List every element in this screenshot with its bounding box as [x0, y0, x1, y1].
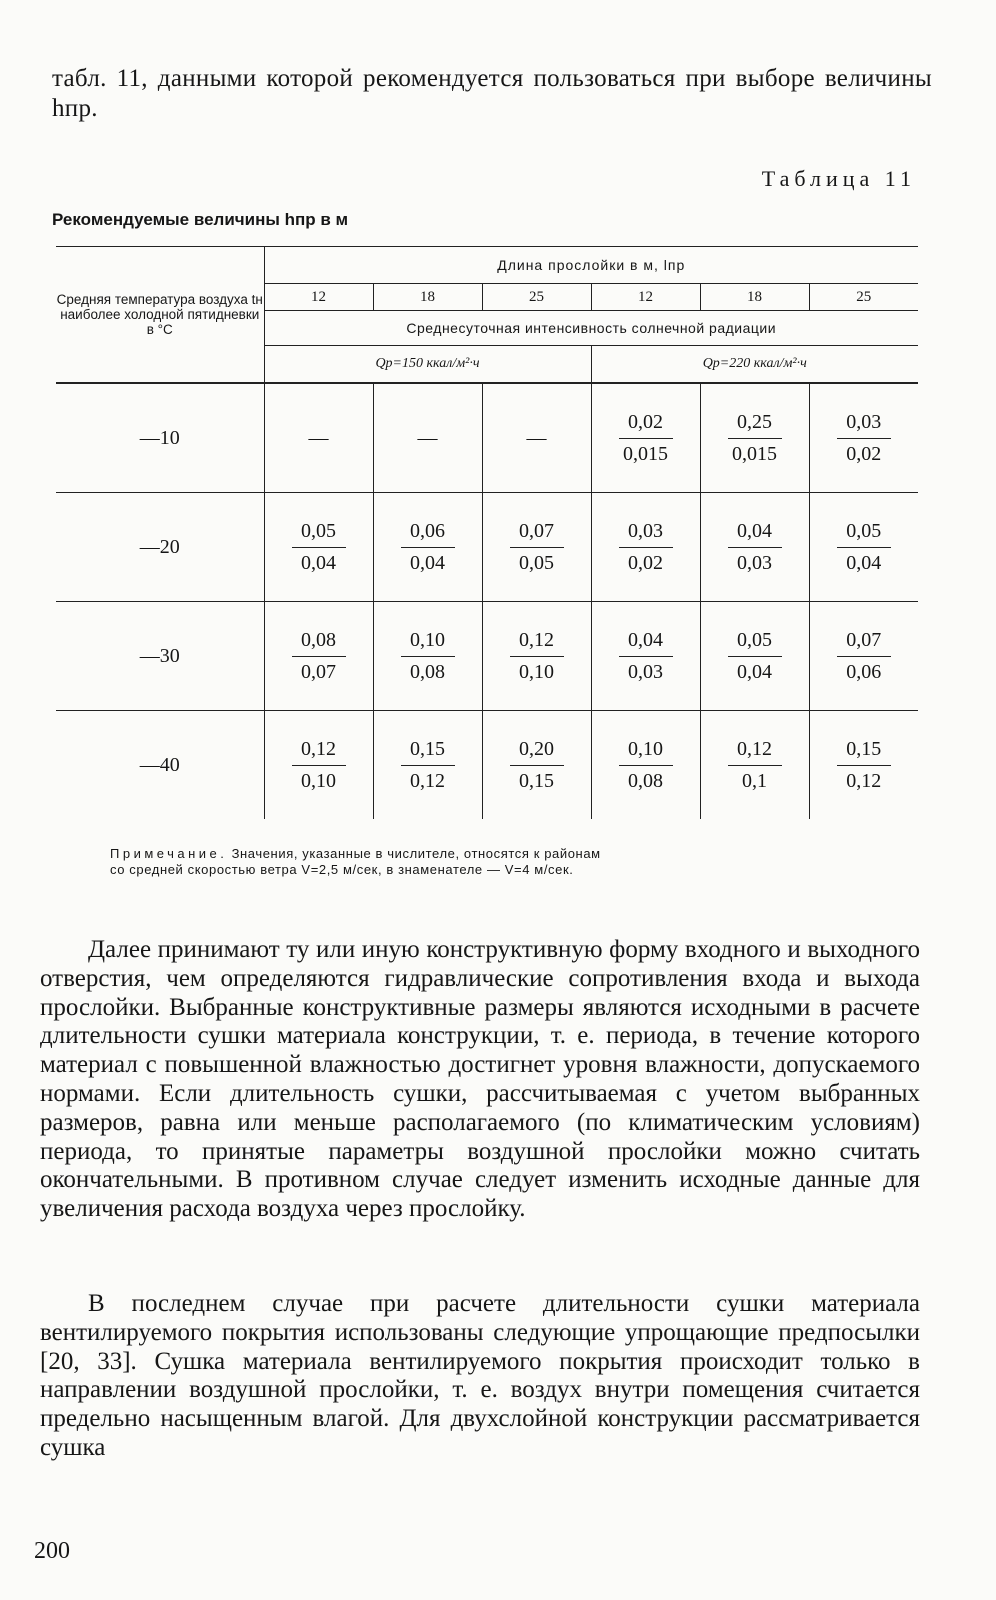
value-cell	[809, 602, 918, 711]
numerator: 0,12	[292, 738, 346, 766]
length-header: Длина прослойки в м, lпр	[264, 247, 918, 284]
fraction	[510, 629, 564, 684]
value-cell	[264, 602, 373, 711]
numerator: 0,07	[510, 520, 564, 548]
numerator: 0,12	[510, 629, 564, 657]
dash-value: —	[526, 426, 547, 449]
radiation-group-header: Qр=220 ккал/м²·ч	[591, 346, 918, 384]
denominator: 0,05	[519, 551, 554, 574]
numerator: 0,25	[728, 411, 782, 439]
denominator: 0,04	[846, 551, 882, 574]
note-lead: Примечание.	[110, 846, 228, 861]
denominator: 0,02	[628, 551, 663, 574]
fraction	[837, 520, 891, 575]
value-cell	[264, 711, 373, 820]
denominator: 0,08	[410, 660, 445, 683]
value-cell	[264, 493, 373, 602]
fraction	[292, 738, 346, 793]
numerator: 0,05	[292, 520, 346, 548]
numerator: 0,04	[619, 629, 673, 657]
radiation-group-header: Qр=150 ккал/м²·ч	[375, 356, 480, 371]
numerator: 0,10	[619, 738, 673, 766]
denominator: 0,02	[846, 442, 882, 465]
table-row	[56, 493, 918, 602]
length-value: 12	[264, 284, 373, 311]
value-cell	[809, 711, 918, 820]
numerator: 0,05	[837, 520, 891, 548]
temperature-cell: —10	[56, 383, 264, 493]
denominator: 0,08	[628, 769, 663, 792]
numerator: 0,15	[837, 738, 891, 766]
body-paragraph-2: В последнем случае при расчете длительности сушки материала вентилируемого покрытия использованы следующие упрощающие предпосылки [20, 33]. Сушка материала вентилируемого покрытия происходит только в направлении воздушной прослойки, т. е. воздух внутри помещения считается предельно насыщенным влагой. Для двухслойной конструкции рассматривается сушка	[40, 1290, 920, 1461]
value-cell	[373, 383, 482, 493]
value-cell	[482, 383, 591, 493]
value-cell	[591, 602, 700, 711]
value-cell	[809, 493, 918, 602]
numerator: 0,02	[619, 411, 673, 439]
length-value: 25	[809, 284, 918, 311]
value-cell	[373, 711, 482, 820]
fraction	[619, 520, 673, 575]
table-title: Рекомендуемые величины hпр в м	[52, 210, 349, 229]
intro-paragraph: табл. 11, данными которой рекомендуется пользоваться при выборе величины hпр.	[52, 65, 932, 122]
value-cell	[591, 711, 700, 820]
fraction	[292, 520, 346, 575]
fraction	[619, 738, 673, 793]
fraction	[510, 738, 564, 793]
length-value: 25	[482, 284, 591, 311]
temperature-cell: —20	[56, 493, 264, 602]
value-cell	[700, 602, 809, 711]
fraction	[837, 411, 891, 466]
numerator: 0,03	[837, 411, 891, 439]
table-label: Таблица 11	[761, 166, 916, 191]
length-value: 12	[591, 284, 700, 311]
fraction	[401, 738, 455, 793]
denominator: 0,10	[519, 660, 554, 683]
denominator: 0,03	[628, 660, 663, 683]
numerator: 0,03	[619, 520, 673, 548]
denominator: 0,12	[410, 769, 445, 792]
denominator: 0,04	[410, 551, 445, 574]
dash-value: —	[417, 426, 438, 449]
values-table	[56, 246, 918, 819]
page-number: 200	[34, 1538, 70, 1564]
denominator: 0,04	[301, 551, 336, 574]
note-line1: Значения, указанные в числителе, относятся к районам	[231, 846, 601, 861]
value-cell	[482, 711, 591, 820]
denominator: 0,15	[519, 769, 554, 792]
table-note	[110, 846, 922, 861]
fraction	[619, 411, 673, 466]
numerator: 0,04	[728, 520, 782, 548]
value-cell	[700, 493, 809, 602]
numerator: 0,08	[292, 629, 346, 657]
intensity-header: Среднесуточная интенсивность солнечной радиации	[264, 311, 918, 346]
value-cell	[700, 711, 809, 820]
value-cell	[373, 493, 482, 602]
fraction	[401, 520, 455, 575]
body-paragraph-1: Далее принимают ту или иную конструктивную форму входного и выходного отверстия, чем определяются гидравлические сопротивления входа и выхода прослойки. Выбранные конструктивные размеры являются исходными в расчете длительности сушки материала конструкции, т. е. периода, в течение которого материал с повышенной влажностью достигнет уровня влажности, допускаемого нормами. Если длительность сушки, рассчитываемая с учетом выбранных размеров, равна или меньше располагаемого (по климатическим условиям) периода, то принятые параметры воздушной прослойки можно считать окончательными. В противном случае следует изменить исходные данные для увеличения расхода воздуха через прослойку.	[40, 936, 920, 1223]
numerator: 0,15	[401, 738, 455, 766]
denominator: 0,10	[301, 769, 336, 792]
denominator: 0,1	[742, 769, 767, 792]
numerator: 0,20	[510, 738, 564, 766]
value-cell	[482, 602, 591, 711]
table-row	[56, 711, 918, 820]
length-value: 18	[700, 284, 809, 311]
denominator: 0,06	[846, 660, 882, 683]
temperature-cell: —30	[56, 602, 264, 711]
numerator: 0,07	[837, 629, 891, 657]
fraction	[292, 629, 346, 684]
value-cell	[591, 493, 700, 602]
numerator: 0,10	[401, 629, 455, 657]
value-cell	[482, 493, 591, 602]
value-cell	[264, 383, 373, 493]
dash-value: —	[308, 426, 329, 449]
length-value: 18	[373, 284, 482, 311]
table-row	[56, 383, 918, 493]
denominator: 0,015	[623, 442, 668, 465]
fraction	[837, 629, 891, 684]
fraction	[837, 738, 891, 793]
table-row	[56, 602, 918, 711]
numerator: 0,05	[728, 629, 782, 657]
fraction	[728, 629, 782, 684]
value-cell	[373, 602, 482, 711]
temperature-cell: —40	[56, 711, 264, 820]
denominator: 0,015	[732, 442, 777, 465]
fraction	[401, 629, 455, 684]
value-cell	[591, 383, 700, 493]
note-line2: со средней скоростью ветра V=2,5 м/сек, в знаменателе — V=4 м/сек.	[110, 862, 574, 877]
fraction	[619, 629, 673, 684]
denominator: 0,12	[846, 769, 882, 792]
value-cell	[809, 383, 918, 493]
numerator: 0,06	[401, 520, 455, 548]
fraction	[510, 520, 564, 575]
denominator: 0,03	[737, 551, 772, 574]
numerator: 0,12	[728, 738, 782, 766]
temperature-column-header: Средняя температура воздуха tн наиболее холодной пятидневки в °С	[56, 247, 264, 384]
fraction	[728, 411, 782, 466]
fraction	[728, 520, 782, 575]
denominator: 0,07	[301, 660, 336, 683]
value-cell	[700, 383, 809, 493]
fraction	[728, 738, 782, 793]
denominator: 0,04	[737, 660, 772, 683]
